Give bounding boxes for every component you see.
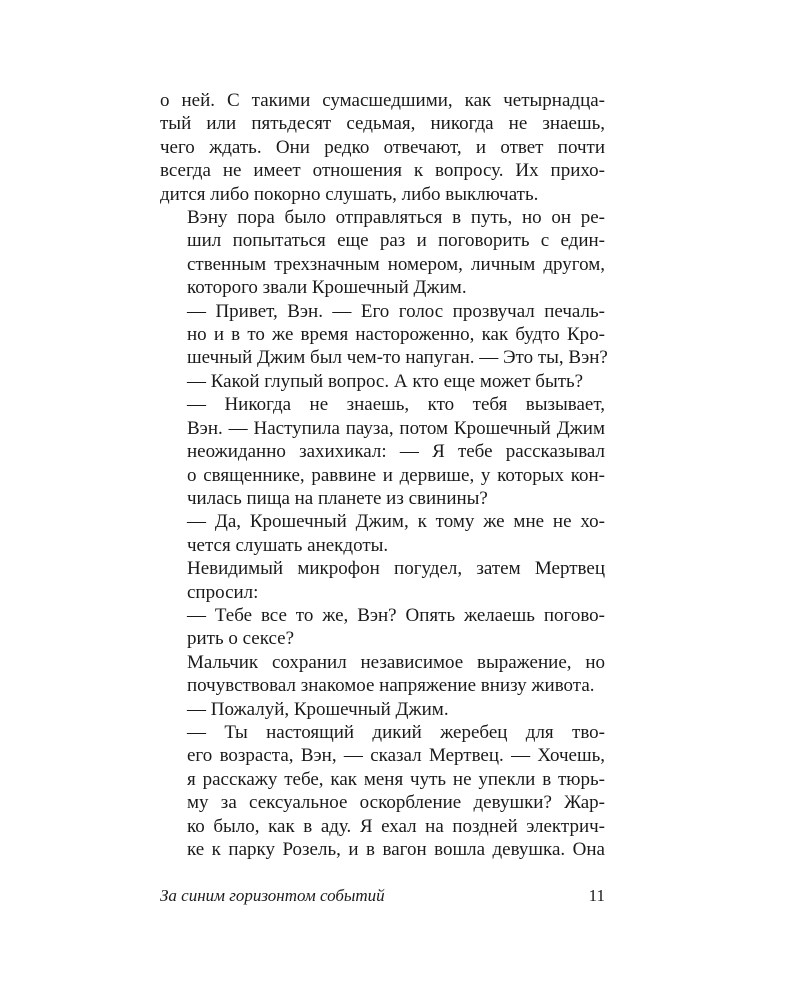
text-line: дится либо покорно слушать, либо выключать. bbox=[160, 183, 539, 205]
text-line: о священнике, раввине и дервише, у которых кон- bbox=[187, 464, 605, 486]
text-line: тый или пятьдесят седьмая, никогда не знаешь, bbox=[160, 113, 605, 135]
text-line: — Пожалуй, Крошечный Джим. bbox=[187, 698, 449, 720]
text-line: — Тебе все то же, Вэн? Опять желаешь погово- bbox=[187, 604, 605, 626]
text-line: — Привет, Вэн. — Его голос прозвучал печаль- bbox=[187, 300, 605, 322]
text-line: ко было, как в аду. Я ехал на поздней электрич- bbox=[187, 815, 605, 837]
paragraph bbox=[160, 721, 605, 861]
text-line: я расскажу тебе, как меня чуть не упекли в тюрь- bbox=[187, 768, 605, 790]
text-line: Мальчик сохранил независимое выражение, но bbox=[187, 651, 605, 673]
text-line: спросил: bbox=[187, 581, 259, 603]
text-line: о ней. С такими сумасшедшими, как четырнадца- bbox=[160, 90, 605, 111]
text-line: почувствовал знакомое напряжение внизу живота. bbox=[187, 675, 595, 697]
paragraph bbox=[160, 604, 605, 651]
text-line: его возраста, Вэн, — сказал Мертвец. — Хочешь, bbox=[187, 745, 605, 767]
paragraph bbox=[160, 89, 605, 206]
text-line: — Да, Крошечный Джим, к тому же мне не хо- bbox=[187, 511, 605, 533]
text-line: Невидимый микрофон погудел, затем Мертвец bbox=[187, 558, 605, 580]
text-line: — Какой глупый вопрос. А кто еще может быть? bbox=[187, 370, 584, 392]
text-line: рить о сексе? bbox=[187, 628, 295, 650]
text-line: шечный Джим был чем-то напуган. — Это ты, Вэн? bbox=[187, 347, 608, 369]
text-line: шил попытаться еще раз и поговорить с един- bbox=[187, 230, 605, 252]
text-line: чего ждать. Они редко отвечают, и ответ почти bbox=[160, 136, 605, 158]
paragraph bbox=[160, 651, 605, 698]
text-line: ке к парку Розель, и в вагон вошла девушка. Она bbox=[187, 839, 605, 860]
text-line: чилась пища на планете из свинины? bbox=[187, 487, 488, 509]
text-line: Вэн. — Наступила пауза, потом Крошечный Джим bbox=[187, 417, 605, 439]
running-title: За синим горизонтом событий bbox=[160, 886, 385, 905]
text-line: му за сексуальное оскорбление девушки? Жар- bbox=[187, 792, 605, 814]
text-line: неожиданно захихикал: — Я тебе рассказывал bbox=[187, 441, 605, 463]
text-line: — Никогда не знаешь, кто тебя вызывает, bbox=[187, 394, 605, 416]
paragraph bbox=[160, 557, 605, 604]
paragraph bbox=[160, 370, 605, 393]
text-line: которого звали Крошечный Джим. bbox=[187, 277, 467, 299]
text-line: но и в то же время настороженно, как будто Кро- bbox=[187, 324, 605, 346]
page-footer bbox=[160, 886, 605, 910]
text-line: чется слушать анекдоты. bbox=[187, 534, 389, 556]
page-number: 11 bbox=[588, 886, 605, 905]
text-line: всегда не имеет отношения к вопросу. Их прихо- bbox=[160, 160, 605, 182]
paragraph bbox=[160, 393, 605, 510]
paragraph bbox=[160, 206, 605, 300]
text-line: — Ты настоящий дикий жеребец для тво- bbox=[187, 721, 605, 743]
paragraph bbox=[160, 510, 605, 557]
paragraph bbox=[160, 698, 605, 721]
page-body-text bbox=[160, 89, 608, 861]
text-line: Вэну пора было отправляться в путь, но он ре- bbox=[187, 207, 605, 229]
paragraph bbox=[160, 300, 608, 370]
text-line: ственным трехзначным номером, личным другом, bbox=[187, 253, 605, 275]
